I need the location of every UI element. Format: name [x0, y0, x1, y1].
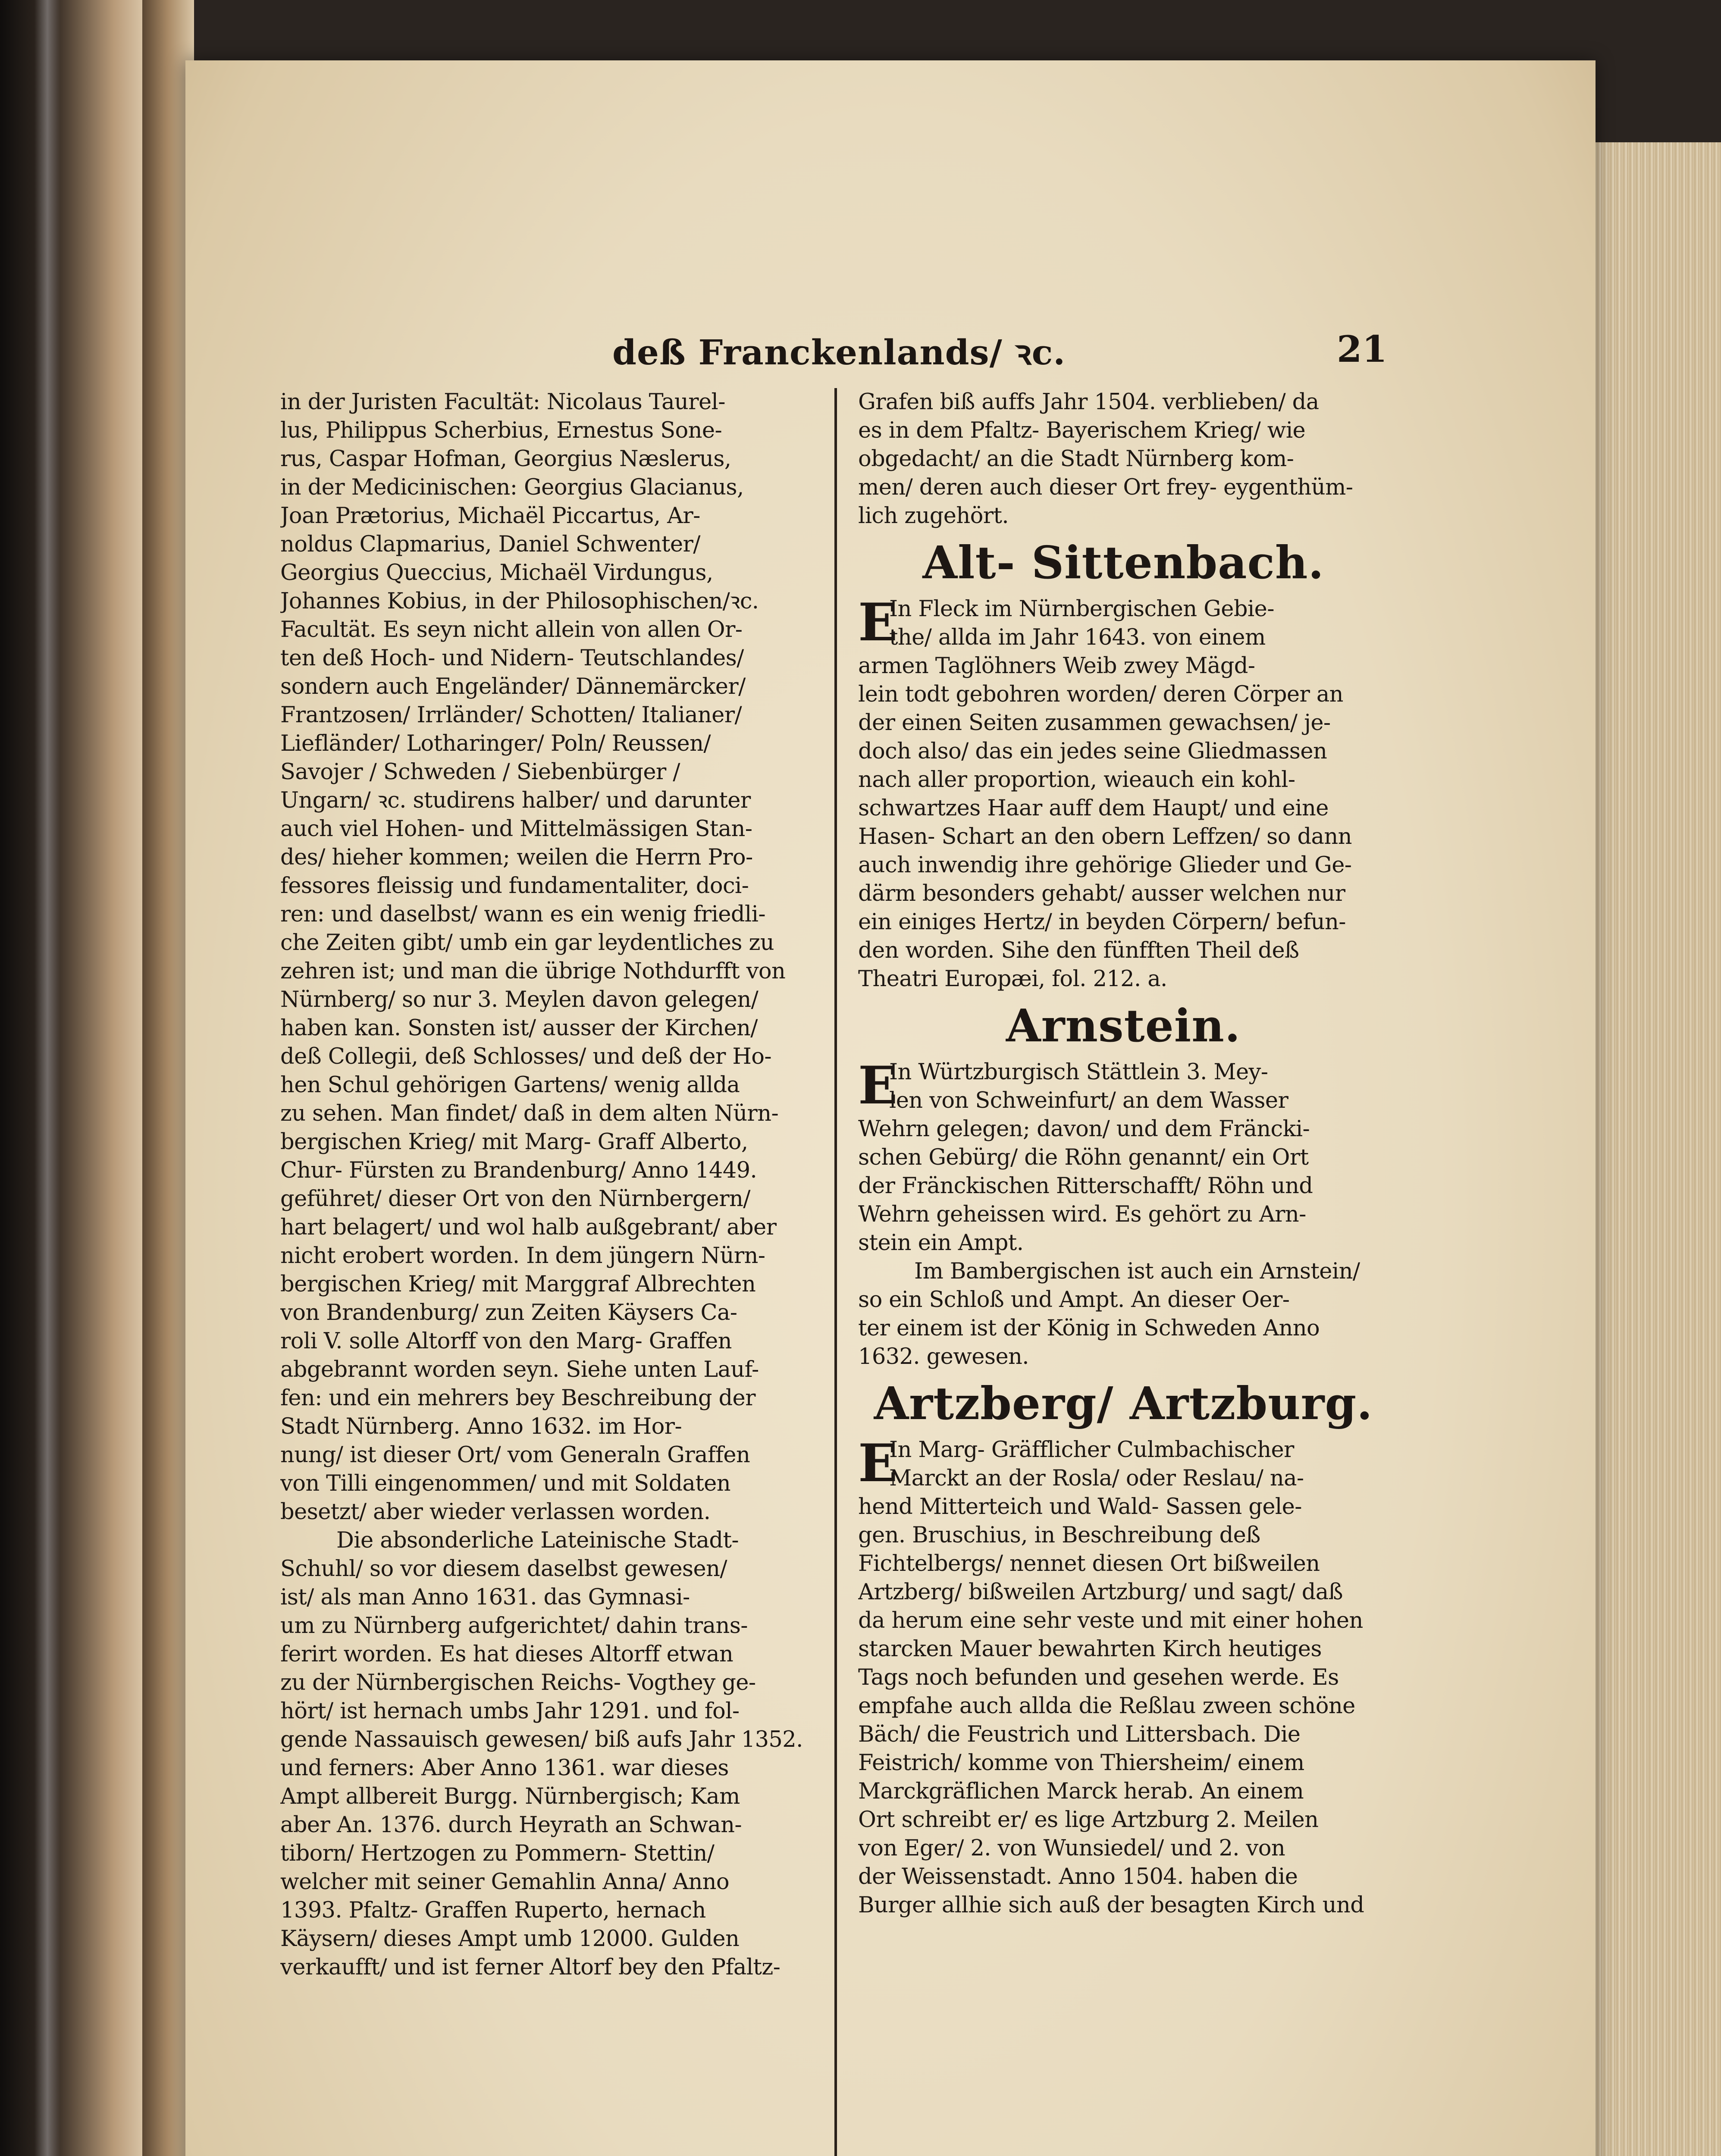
drop-cap: E [858, 1055, 898, 1116]
text-line: men/ deren auch dieser Ort frey- eygenthüm- [858, 475, 1353, 500]
text-line: Die absonderliche Lateinische Stadt- [336, 1528, 739, 1553]
text-line: Ungarn/ ꝛc. studirens halber/ und darunter [280, 788, 751, 813]
text-line: in der Juristen Facultät: Nicolaus Taurel- [280, 389, 725, 415]
text-line: Liefländer/ Lotharinger/ Poln/ Reussen/ [280, 731, 711, 756]
text-line: auch inwendig ihre gehörige Glieder und Ge- [858, 852, 1352, 878]
text-line: haben kan. Sonsten ist/ ausser der Kirchen/ [280, 1015, 758, 1041]
text-line: Wehrn gelegen; davon/ und dem Fräncki- [858, 1116, 1310, 1142]
text-line: Facultät. Es seyn nicht allein von allen Or- [280, 617, 743, 642]
text-line: hart belagert/ und wol halb außgebrant/ aber [280, 1215, 777, 1240]
text-line: Ampt allbereit Burgg. Nürnbergisch; Kam [280, 1784, 740, 1809]
text-line: so ein Schloß und Ampt. An dieser Oer- [858, 1287, 1290, 1313]
text-line: Marckgräflichen Marck herab. An einem [858, 1779, 1304, 1804]
text-line: zehren ist; und man die übrige Nothdurfft von [280, 959, 786, 984]
text-line: zu sehen. Man findet/ daß in dem alten Nürn- [280, 1101, 779, 1126]
section-heading: Alt- Sittenbach. [922, 536, 1324, 589]
text-line: Theatri Europæi, fol. 212. a. [858, 966, 1167, 992]
section-body [858, 1055, 1389, 1257]
text-line: Chur- Fürsten zu Brandenburg/ Anno 1449. [280, 1158, 757, 1183]
text-line: che Zeiten gibt/ umb ein gar leydentliches zu [280, 930, 774, 956]
text-line: noldus Clapmarius, Daniel Schwenter/ [280, 532, 700, 557]
text-line: es in dem Pfaltz- Bayerischem Krieg/ wie [858, 418, 1306, 443]
text-line: in der Medicinischen: Georgius Glacianus, [280, 475, 744, 500]
text-line: Johannes Kobius, in der Philosophischen/ꝛc. [280, 589, 759, 614]
text-line: empfahe auch allda die Reßlau zween schöne [858, 1693, 1355, 1719]
text-line: lus, Philippus Scherbius, Ernestus Sone- [280, 418, 722, 443]
text-line: tiborn/ Hertzogen zu Pommern- Stettin/ [280, 1841, 715, 1866]
text-line: abgebrannt worden seyn. Siehe unten Lauf- [280, 1357, 759, 1382]
text-line: ferirt worden. Es hat dieses Altorff etwan [280, 1642, 734, 1667]
page-header [612, 328, 1432, 388]
text-line: Grafen biß auffs Jahr 1504. verblieben/ da [858, 389, 1319, 415]
text-line: Ort schreibt er/ es lige Artzburg 2. Meilen [858, 1807, 1319, 1833]
text-line: zu der Nürnbergischen Reichs- Vogthey ge- [280, 1670, 756, 1695]
text-line: nach aller proportion, wieauch ein kohl- [858, 767, 1295, 793]
text-line: ter einem ist der König in Schweden Anno [858, 1316, 1320, 1341]
text-line: aber An. 1376. durch Heyrath an Schwan- [280, 1812, 742, 1838]
text-line: ist/ als man Anno 1631. das Gymnasi- [280, 1585, 690, 1610]
text-line: 1393. Pfaltz- Graffen Ruperto, hernach [280, 1898, 706, 1923]
text-line: und ferners: Aber Anno 1361. war dieses [280, 1755, 729, 1781]
text-line: fessores fleissig und fundamentaliter, doci- [280, 873, 749, 899]
text-line: Im Bambergischen ist auch ein Arnstein/ [914, 1259, 1360, 1284]
text-line: auch viel Hohen- und Mittelmässigen Stan- [280, 816, 752, 842]
right-column [858, 388, 1389, 1920]
text-line: Schuhl/ so vor diesem daselbst gewesen/ [280, 1556, 727, 1582]
text-line: Fichtelbergs/ nennet diesen Ort bißweilen [858, 1551, 1320, 1576]
text-line: welcher mit seiner Gemahlin Anna/ Anno [280, 1869, 729, 1895]
text-line: ein einiges Hertz/ in beyden Cörpern/ befun- [858, 909, 1346, 935]
facing-page-highlight [34, 0, 60, 2156]
text-line: bergischen Krieg/ mit Marggraf Albrechten [280, 1272, 756, 1297]
text-line: Georgius Queccius, Michaël Virdungus, [280, 560, 713, 586]
text-line: hen Schul gehörigen Gartens/ wenig allda [280, 1072, 740, 1098]
text-line: von Tilli eingenommen/ und mit Soldaten [280, 1471, 730, 1496]
text-line: schwartzes Haar auff dem Haupt/ und eine [858, 796, 1329, 821]
text-line: Savojer / Schweden / Siebenbürger / [280, 759, 680, 785]
text-line: Feistrich/ komme von Thiersheim/ einem [858, 1750, 1304, 1776]
text-line: Nürnberg/ so nur 3. Meylen davon gelegen/ [280, 987, 759, 1012]
text-line: von Eger/ 2. von Wunsiedel/ und 2. von [858, 1836, 1285, 1861]
text-line: stein ein Ampt. [858, 1230, 1024, 1256]
text-line: Artzberg/ bißweilen Artzburg/ und sagt/ daß [858, 1579, 1343, 1605]
text-line: 1632. gewesen. [858, 1344, 1029, 1369]
text-line: des/ hieher kommen; weilen die Herrn Pro- [280, 845, 753, 870]
text-line: Stadt Nürnberg. Anno 1632. im Hor- [280, 1414, 682, 1439]
drop-cap: E [858, 592, 898, 653]
text-line: um zu Nürnberg aufgerichtet/ dahin trans- [280, 1613, 748, 1639]
text-line: Marckt an der Rosla/ oder Reslau/ na- [889, 1466, 1304, 1491]
section-body [858, 1433, 1389, 1920]
text-line: In Fleck im Nürnbergischen Gebie- [889, 596, 1274, 622]
text-line: geführet/ dieser Ort von den Nürnbergern/ [280, 1186, 750, 1212]
column-rule [834, 388, 837, 2156]
text-line: Hasen- Schart an den obern Leffzen/ so dann [858, 824, 1352, 849]
text-line: nicht erobert worden. In dem jüngern Nürn- [280, 1243, 765, 1269]
text-line: den worden. Sihe den fünfften Theil deß [858, 938, 1299, 963]
text-line: Tags noch befunden und gesehen werde. Es [858, 1665, 1339, 1690]
text-line: hört/ ist hernach umbs Jahr 1291. und fol- [280, 1698, 740, 1724]
text-line: von Brandenburg/ zun Zeiten Käysers Ca- [280, 1300, 737, 1326]
text-line: lich zugehört. [858, 503, 1009, 529]
left-column [280, 388, 819, 1982]
text-line: da herum eine sehr veste und mit einer hohen [858, 1608, 1363, 1633]
text-line: der Fränckischen Ritterschafft/ Röhn und [858, 1173, 1313, 1199]
text-line: nung/ ist dieser Ort/ vom Generaln Graffen [280, 1442, 750, 1468]
section-body [858, 592, 1389, 993]
text-line: ten deß Hoch- und Nidern- Teutschlandes/ [280, 646, 744, 671]
text-line: ren: und daselbst/ wann es ein wenig friedli- [280, 902, 765, 927]
text-line: schen Gebürg/ die Röhn genannt/ ein Ort [858, 1145, 1309, 1170]
text-line: In Würtzburgisch Stättlein 3. Mey- [889, 1059, 1268, 1085]
text-line: fen: und ein mehrers bey Beschreibung der [280, 1385, 755, 1411]
text-line: Frantzosen/ Irrländer/ Schotten/ Italianer/ [280, 702, 742, 728]
text-line: doch also/ das ein jedes seine Gliedmassen [858, 739, 1327, 764]
running-head: deß Franckenlands/ ꝛc. [612, 332, 1066, 373]
text-line: der Weissenstadt. Anno 1504. haben die [858, 1864, 1298, 1890]
text-line: Wehrn geheissen wird. Es gehört zu Arn- [858, 1202, 1306, 1227]
facing-page-edge [0, 0, 142, 2156]
text-line: gende Nassauisch gewesen/ biß aufs Jahr 1352. [280, 1727, 803, 1752]
text-line: hend Mitterteich und Wald- Sassen gele- [858, 1494, 1302, 1520]
section-heading: Artzberg/ Artzburg. [874, 1377, 1373, 1430]
text-line: rus, Caspar Hofman, Georgius Næslerus, [280, 446, 731, 472]
text-line: the/ allda im Jahr 1643. von einem [889, 625, 1266, 650]
text-line: lein todt gebohren worden/ deren Cörper an [858, 682, 1343, 707]
text-line: der einen Seiten zusammen gewachsen/ je- [858, 710, 1331, 736]
text-line: Burger allhie sich auß der besagten Kirch und [858, 1893, 1364, 1918]
text-line: deß Collegii, deß Schlosses/ und deß der Ho- [280, 1044, 771, 1069]
page-block-edge [1596, 142, 1721, 2156]
text-line: Bäch/ die Feustrich und Littersbach. Die [858, 1722, 1301, 1747]
text-line: Joan Prætorius, Michaël Piccartus, Ar- [280, 503, 700, 529]
text-line: därm besonders gehabt/ ausser welchen nur [858, 881, 1345, 906]
text-line: besetzt/ aber wieder verlassen worden. [280, 1499, 711, 1525]
section-heading: Arnstein. [1006, 999, 1241, 1052]
text-line: starcken Mauer bewahrten Kirch heutiges [858, 1636, 1322, 1662]
text-line: Käysern/ dieses Ampt umb 12000. Gulden [280, 1926, 740, 1952]
text-line: gen. Bruschius, in Beschreibung deß [858, 1523, 1260, 1548]
text-line: In Marg- Gräfflicher Culmbachischer [889, 1437, 1294, 1463]
text-line: len von Schweinfurt/ an dem Wasser [889, 1088, 1288, 1113]
drop-cap: E [858, 1433, 898, 1494]
page-number: 21 [1337, 328, 1387, 370]
text-line: obgedacht/ an die Stadt Nürnberg kom- [858, 446, 1294, 472]
text-line: armen Taglöhners Weib zwey Mägd- [858, 653, 1255, 679]
text-line: sondern auch Engeländer/ Dännemärcker/ [280, 674, 746, 699]
text-line: roli V. solle Altorff von den Marg- Graffen [280, 1329, 732, 1354]
text-line: bergischen Krieg/ mit Marg- Graff Alberto, [280, 1129, 748, 1155]
text-line: verkaufft/ und ist ferner Altorf bey den Pfaltz- [280, 1955, 781, 1980]
